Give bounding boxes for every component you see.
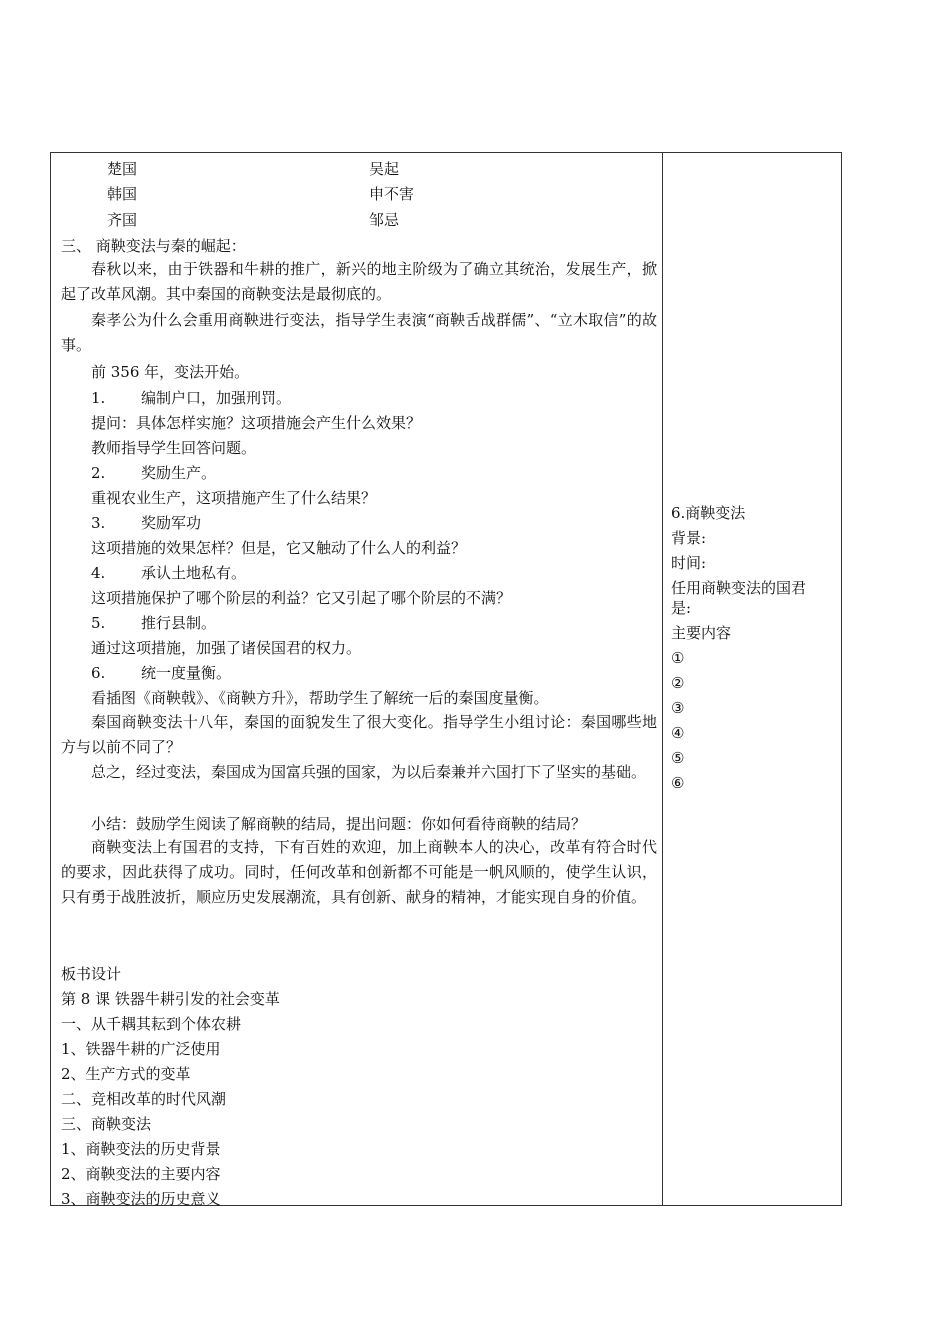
- measure-item: [61, 613, 216, 633]
- paragraph: 秦孝公为什么会重用商鞅进行变法，指导学生表演“商鞅舌战群儒”、“立木取信”的故事。: [61, 311, 657, 354]
- side-bullet: ②: [671, 674, 685, 692]
- side-bullet: ③: [671, 699, 685, 717]
- board-item: 1、铁器牛耕的广泛使用: [61, 1040, 221, 1058]
- paragraph: 商鞅变法上有国君的支持，下有百姓的欢迎，加上商鞅本人的决心，改革有符合时代的要求，因此获得了成功。同时，任何改革和创新都不可能是一帆风顺的，使学生认识，只有勇于战胜波折，顺应历史发展潮流，具有创新、献身的精神，才能实现自身的价值。: [61, 838, 657, 906]
- measure-item: [61, 463, 216, 483]
- measure-text: 推行县制。: [141, 614, 217, 632]
- measure-number: 3.: [91, 514, 106, 532]
- measure-text: 承认土地私有。: [141, 564, 247, 582]
- side-bullet: ⑤: [671, 749, 685, 767]
- country-name: 齐国: [107, 211, 138, 229]
- measure-number: 1.: [91, 389, 106, 407]
- board-item: 三、商鞅变法: [61, 1115, 152, 1133]
- measure-text: 奖励生产。: [141, 464, 217, 482]
- measure-item: [61, 563, 246, 583]
- measure-item: [61, 388, 291, 408]
- section-title: 三、 商鞅变法与秦的崛起：: [61, 237, 246, 255]
- question: 通过这项措施，加强了诸侯国君的权力。: [91, 639, 362, 657]
- paragraph: 前 356 年，变法开始。: [91, 363, 250, 381]
- board-item: 1、商鞅变法的历史背景: [61, 1140, 221, 1158]
- country-name: 韩国: [107, 185, 138, 203]
- question: 重视农业生产，这项措施产生了什么结果？: [91, 489, 377, 507]
- country-name: 楚国: [107, 160, 138, 178]
- board-item: 一、从千耦其耘到个体农耕: [61, 1015, 242, 1033]
- board-item: 二、竞相改革的时代风潮: [61, 1090, 227, 1108]
- board-item: 3、商鞅变法的历史意义: [61, 1190, 221, 1208]
- lesson-table: [50, 152, 842, 1206]
- question: 这项措施保护了哪个阶层的利益？它又引起了哪个阶层的不满？: [91, 589, 512, 607]
- side-heading: 6.商鞅变法: [671, 504, 746, 522]
- question: 提问：具体怎样实施？这项措施会产生什么效果？: [91, 414, 422, 432]
- column-divider: [662, 153, 663, 1205]
- measure-item: [61, 513, 201, 533]
- measure-text: 编制户口，加强刑罚。: [141, 389, 292, 407]
- board-item: 2、商鞅变法的主要内容: [61, 1165, 221, 1183]
- measure-text: 奖励军功: [141, 514, 202, 532]
- side-bullet: ⑥: [671, 774, 685, 792]
- side-bullet: ④: [671, 724, 685, 742]
- side-line: 时间:: [671, 554, 707, 572]
- measure-number: 6.: [91, 664, 106, 682]
- paragraph: 总之，经过变法，秦国成为国富兵强的国家，为以后秦兼并六国打下了坚实的基础。: [91, 763, 647, 781]
- reformer-name: 吴起: [369, 160, 400, 178]
- paragraph: 春秋以来，由于铁器和牛耕的推广，新兴的地主阶级为了确立其统治，发展生产，掀起了改革风潮。其中秦国的商鞅变法是最彻底的。: [61, 260, 657, 303]
- side-line: 任用商鞅变法的国君: [671, 579, 807, 597]
- measure-number: 2.: [91, 464, 106, 482]
- measure-number: 5.: [91, 614, 106, 632]
- board-lesson: 第 8 课 铁器牛耕引发的社会变革: [61, 990, 280, 1008]
- reformer-name: 申不害: [369, 185, 415, 203]
- question: 这项措施的效果怎样？但是，它又触动了什么人的利益？: [91, 539, 467, 557]
- side-bullet: ①: [671, 649, 685, 667]
- paragraph: 秦国商鞅变法十八年，秦国的面貌发生了很大变化。指导学生小组讨论：秦国哪些地方与以前不同了？: [61, 713, 657, 756]
- summary: 小结：鼓励学生阅读了解商鞅的结局，提出问题：你如何看待商鞅的结局？: [91, 815, 587, 833]
- measure-number: 4.: [91, 564, 106, 582]
- measure-text: 统一度量衡。: [141, 664, 232, 682]
- question: 看插图《商鞅戟》、《商鞅方升》，帮助学生了解统一后的秦国度量衡。: [91, 689, 549, 707]
- measure-item: [61, 663, 231, 683]
- reformer-name: 邹忌: [369, 211, 400, 229]
- board-title: 板书设计: [61, 965, 122, 983]
- side-line: 背景:: [671, 529, 707, 547]
- side-line: 是:: [671, 599, 692, 617]
- side-line: 主要内容: [671, 624, 732, 642]
- board-item: 2、生产方式的变革: [61, 1065, 191, 1083]
- question: 教师指导学生回答问题。: [91, 439, 257, 457]
